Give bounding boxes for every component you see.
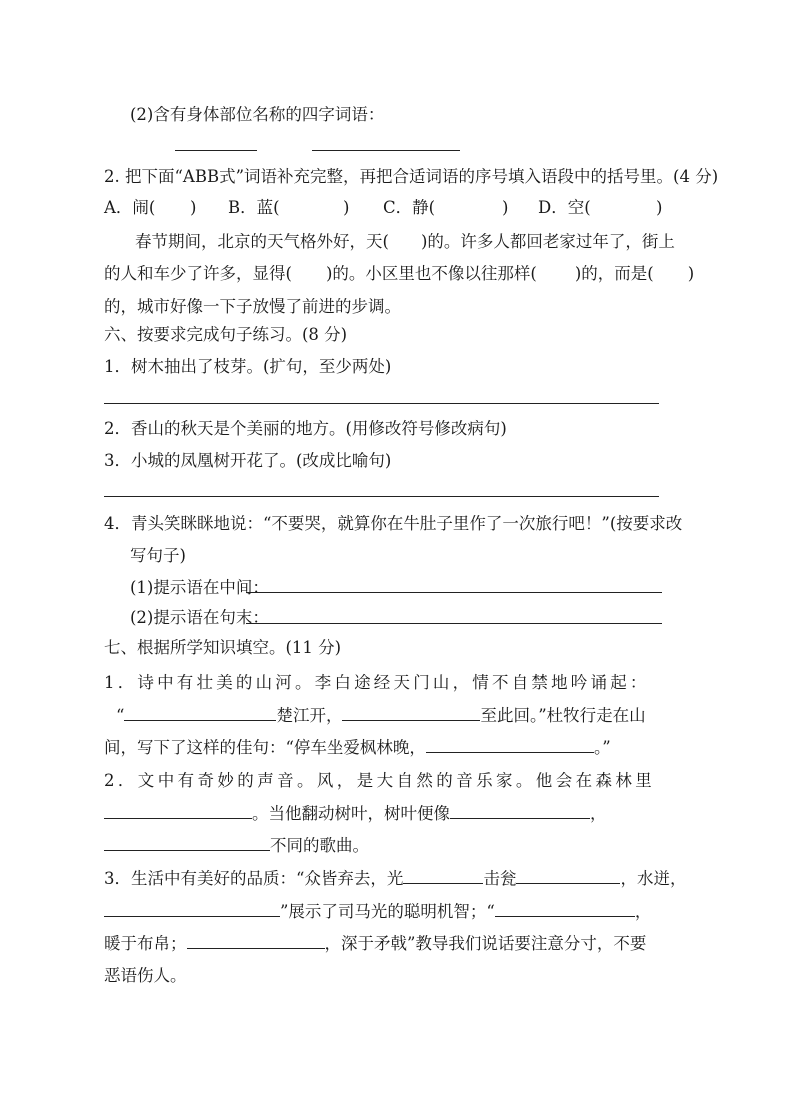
s7-q3-line4: 恶语伤人。: [104, 966, 187, 985]
answer-line[interactable]: [246, 623, 662, 624]
s7-q2-line3: [104, 834, 369, 857]
blank[interactable]: [124, 704, 276, 721]
section7-title: 七、根据所学知识填空。(11 分): [104, 638, 342, 657]
s7-q3-line2: [104, 900, 651, 923]
option-d: [538, 197, 591, 219]
s6-q4-line2: 写句子): [130, 546, 186, 565]
para-line-1: [135, 231, 675, 253]
answer-line[interactable]: [246, 592, 662, 593]
text: 。”: [593, 738, 611, 757]
option-b: [228, 197, 280, 219]
text: 。当他翻动树叶，树叶便像: [252, 804, 450, 823]
q5-sub2-prompt: (2)含有身体部位名称的四字词语：: [130, 105, 385, 124]
text: ，: [634, 902, 652, 921]
close-paren: ): [656, 198, 663, 217]
option-c-label: C．静(: [383, 198, 436, 217]
text: 楚江开，: [276, 706, 343, 725]
option-d-label: D．空(: [538, 198, 591, 217]
s7-q3-line1: [104, 867, 686, 890]
option-a: [104, 197, 155, 219]
para-line-2: [104, 263, 694, 285]
blank[interactable]: [495, 900, 635, 917]
text: 击瓮: [483, 869, 517, 888]
text: ，水迸，: [620, 869, 687, 888]
para-text: )的。小区里也不像以往那样(: [325, 264, 537, 283]
para-line-3: 的，城市好像一下子放慢了前进的步调。: [104, 297, 401, 316]
text: 不同的歌曲。: [270, 836, 369, 855]
s6-q1: 1．树木抽出了枝芽。(扩句，至少两处): [104, 357, 392, 376]
close-paren: ): [190, 198, 197, 217]
answer-line[interactable]: [312, 150, 460, 151]
blank[interactable]: [104, 834, 270, 851]
text: 暖于布帛；: [104, 934, 187, 953]
para-text: )的，而是(: [574, 264, 654, 283]
s6-q4-sub2: (2)提示语在句末：: [130, 608, 269, 627]
para-text: )的。许多人都回老家过年了，街上: [420, 232, 675, 251]
text: ，: [590, 804, 607, 823]
section6-title: 六、按要求完成句子练习。(8 分): [104, 325, 348, 344]
close-paren: ): [687, 264, 695, 283]
s7-q1-line1: 1．诗中有壮美的山河。李白途经天门山，情不自禁地吟诵起：: [104, 673, 650, 692]
s6-q4-line1: 4．青头笑眯眯地说：“不要哭，就算你在牛肚子里作了一次旅行吧！”(按要求改: [104, 514, 683, 533]
blank[interactable]: [187, 932, 325, 949]
para-text: 的人和车少了许多，显得(: [104, 264, 292, 283]
blank[interactable]: [426, 736, 594, 753]
text: ，深于矛戟”教导我们说话要注意分寸，不要: [324, 934, 647, 953]
answer-line[interactable]: [175, 150, 257, 151]
blank[interactable]: [104, 900, 280, 917]
option-b-label: B．蓝(: [228, 198, 280, 217]
s6-q4-sub1: (1)提示语在中间：: [130, 578, 269, 597]
text: ”展示了司马光的聪明机智；“: [280, 902, 495, 921]
quote-mark: “: [116, 706, 125, 725]
text: 3．生活中有美好的品质：“众皆弃去，光: [104, 869, 404, 888]
close-paren: ): [502, 198, 509, 217]
text: 至此回。”杜牧行走在山: [480, 706, 646, 725]
option-a-label: A．闹(: [104, 198, 156, 217]
s6-q3: 3．小城的凤凰树开花了。(改成比喻句): [104, 451, 392, 470]
answer-line[interactable]: [104, 403, 659, 404]
s7-q1-line2: [116, 704, 646, 727]
s7-q1-line3: [104, 736, 611, 759]
s7-q2-line1: 2．文中有奇妙的声音。风，是大自然的音乐家。他会在森林里: [104, 771, 656, 790]
blank[interactable]: [403, 867, 483, 884]
s6-q2: 2．香山的秋天是个美丽的地方。(用修改符号修改病句): [104, 419, 507, 438]
s7-q2-line2: [104, 802, 607, 825]
blank[interactable]: [104, 802, 252, 819]
blank[interactable]: [342, 704, 480, 721]
s7-q3-line3: [104, 932, 646, 955]
answer-line[interactable]: [104, 496, 659, 497]
text: 间，写下了这样的佳句：“停车坐爱枫林晚，: [104, 738, 426, 757]
option-c: [383, 197, 435, 219]
close-paren: ): [343, 198, 350, 217]
blank[interactable]: [450, 802, 590, 819]
para-text: 春节期间，北京的天气格外好，天(: [135, 232, 389, 251]
blank[interactable]: [516, 867, 620, 884]
q5-2-instruction: 2. 把下面“ABB式”词语补充完整，再把合适词语的序号填入语段中的括号里。(4 分): [104, 167, 719, 186]
